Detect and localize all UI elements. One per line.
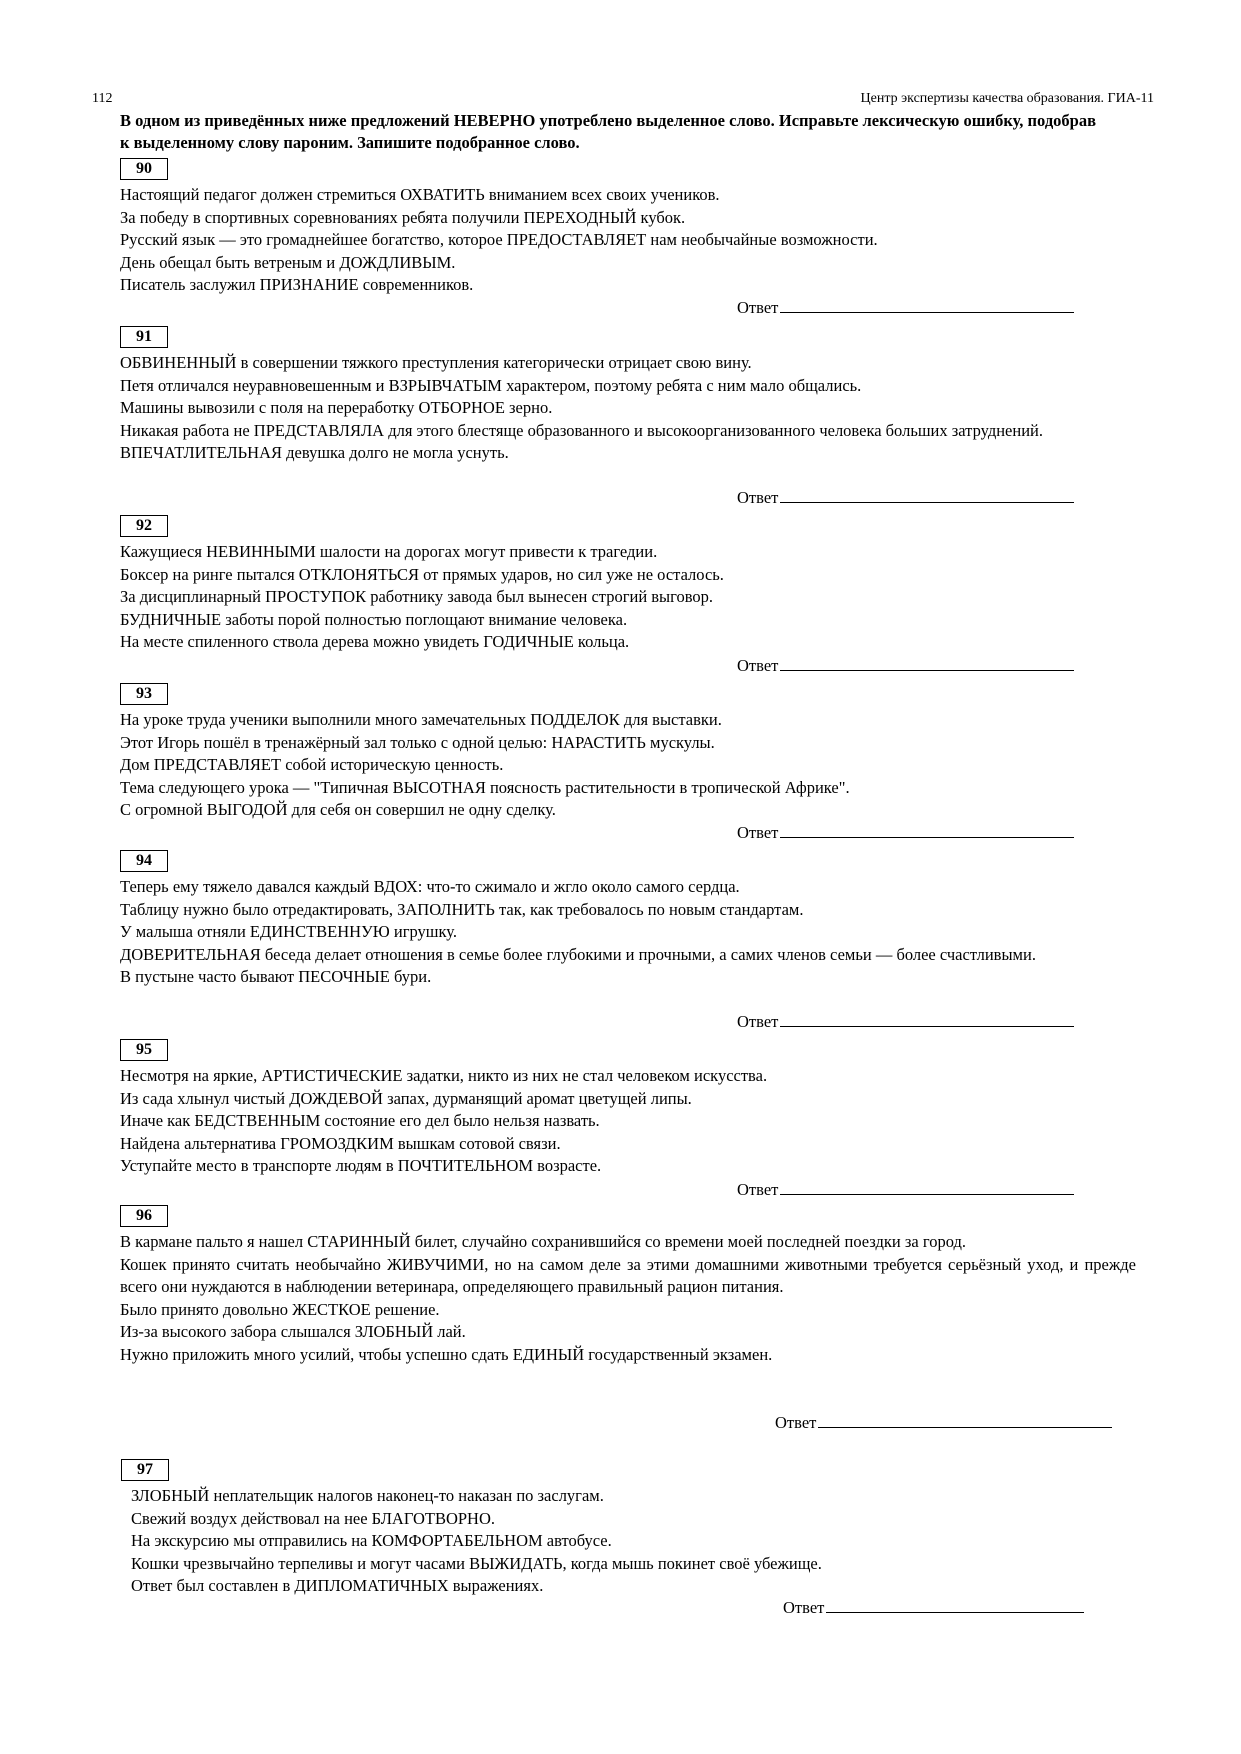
sentence: Кажущиеся НЕВИННЫМИ шалости на дорогах могут привести к трагедии.: [120, 542, 658, 561]
answer-line-93[interactable]: [737, 823, 1074, 843]
task-92: [120, 515, 1096, 654]
sentence: ОБВИНЕННЫЙ в совершении тяжкого преступления категорически отрицает свою вину.: [120, 353, 752, 372]
task-number: 95: [120, 1039, 168, 1061]
task-90: [120, 158, 1096, 297]
task-number: 91: [120, 326, 168, 348]
answer-line-90[interactable]: [737, 298, 1074, 318]
answer-label: Ответ: [737, 488, 779, 507]
answer-line-96[interactable]: [775, 1413, 1112, 1433]
sentence: Русский язык — это громаднейшее богатство, которое ПРЕДОСТАВЛЯЕТ нам необычайные возможности.: [120, 230, 878, 249]
task-94: [120, 850, 1096, 989]
sentence: Дом ПРЕДСТАВЛЯЕТ собой историческую ценность.: [120, 755, 504, 774]
sentence: Было принято довольно ЖЕСТКОЕ решение.: [120, 1299, 440, 1319]
answer-label: Ответ: [737, 1180, 779, 1199]
sentence: День обещал быть ветреным и ДОЖДЛИВЫМ.: [120, 252, 456, 272]
sentence: Из-за высокого забора слышался ЗЛОБНЫЙ лай.: [120, 1322, 466, 1341]
sentence: За победу в спортивных соревнованиях ребята получили ПЕРЕХОДНЫЙ кубок.: [120, 207, 686, 227]
sentence: С огромной ВЫГОДОЙ для себя он совершил не одну сделку.: [120, 800, 556, 819]
answer-field[interactable]: [780, 823, 1074, 838]
sentence: БУДНИЧНЫЕ заботы порой полностью поглощают внимание человека.: [120, 609, 628, 629]
task-91: [120, 326, 1096, 465]
sentence: Петя отличался неуравновешенным и ВЗРЫВЧАТЫМ характером, поэтому ребята с ним мало общались.: [120, 375, 862, 395]
task-95: [120, 1039, 1096, 1178]
sentence: Кошки чрезвычайно терпеливы и могут часами ВЫЖИДАТЬ, когда мышь покинет своё убежище.: [131, 1553, 822, 1573]
task-97: [121, 1459, 1097, 1598]
page-number: 112: [92, 91, 113, 106]
answer-label: Ответ: [737, 1012, 779, 1031]
answer-field[interactable]: [818, 1413, 1112, 1428]
sentence: Уступайте место в транспорте людям в ПОЧТИТЕЛЬНОМ возрасте.: [120, 1156, 602, 1175]
sentence: ЗЛОБНЫЙ неплательщик налогов наконец-то наказан по заслугам.: [131, 1486, 604, 1505]
answer-field[interactable]: [826, 1598, 1084, 1613]
sentence: За дисциплинарный ПРОСТУПОК работнику завода был вынесен строгий выговор.: [120, 587, 714, 606]
answer-line-95[interactable]: [737, 1180, 1074, 1200]
page-header: [92, 89, 1154, 109]
sentence: Таблицу нужно было отредактировать, ЗАПОЛНИТЬ так, как требовалось по новым стандартам.: [120, 899, 804, 919]
sentence: На месте спиленного ствола дерева можно увидеть ГОДИЧНЫЕ кольца.: [120, 632, 630, 651]
sentence: Писатель заслужил ПРИЗНАНИЕ современников.: [120, 275, 474, 294]
sentence: Теперь ему тяжело давался каждый ВДОХ: что-то сжимало и жгло около самого сердца.: [120, 877, 740, 896]
sentence: ВПЕЧАТЛИТЕЛЬНАЯ девушка долго не могла уснуть.: [120, 443, 509, 462]
task-number: 93: [120, 683, 168, 705]
answer-label: Ответ: [737, 656, 779, 675]
sentence: Свежий воздух действовал на нее БЛАГОТВОРНО.: [131, 1508, 496, 1528]
answer-field[interactable]: [780, 488, 1074, 503]
sentence: Найдена альтернатива ГРОМОЗДКИМ вышкам сотовой связи.: [120, 1133, 561, 1153]
answer-line-92[interactable]: [737, 656, 1074, 676]
sentence: На экскурсию мы отправились на КОМФОРТАБЕЛЬНОМ автобусе.: [131, 1531, 612, 1550]
answer-label: Ответ: [775, 1413, 817, 1432]
sentence: Из сада хлынул чистый ДОЖДЕВОЙ запах, дурманящий аромат цветущей липы.: [120, 1088, 692, 1108]
sentence: У малыша отняли ЕДИНСТВЕННУЮ игрушку.: [120, 922, 457, 941]
answer-field[interactable]: [780, 656, 1074, 671]
answer-label: Ответ: [737, 298, 779, 317]
task-number: 97: [121, 1459, 169, 1481]
sentence: Нужно приложить много усилий, чтобы успешно сдать ЕДИНЫЙ государственный экзамен.: [120, 1344, 773, 1364]
sentence: Несмотря на яркие, АРТИСТИЧЕСКИЕ задатки, никто из них не стал человеком искусства.: [120, 1066, 768, 1085]
task-96: [120, 1205, 1136, 1366]
answer-field[interactable]: [780, 1180, 1074, 1195]
sentence: Боксер на ринге пытался ОТКЛОНЯТЬСЯ от прямых ударов, но сил уже не осталось.: [120, 564, 724, 584]
task-number: 96: [120, 1205, 168, 1227]
sentence: Иначе как БЕДСТВЕННЫМ состояние его дел было нельзя назвать.: [120, 1111, 600, 1130]
sentence: В пустыне часто бывают ПЕСОЧНЫЕ бури.: [120, 967, 432, 986]
answer-label: Ответ: [783, 1598, 825, 1617]
task-number: 94: [120, 850, 168, 872]
task-93: [120, 683, 1096, 822]
answer-field[interactable]: [780, 298, 1074, 313]
sentence: Тема следующего урока — "Типичная ВЫСОТНАЯ поясность растительности в тропической Африке".: [120, 777, 850, 797]
task-instruction: В одном из приведённых ниже предложений НЕВЕРНО употреблено выделенное слово. Исправьте лексическую ошибку, подобрав к выделенному слову пароним. Запишите подобранное слово.: [120, 111, 1096, 152]
sentence: Настоящий педагог должен стремиться ОХВАТИТЬ вниманием всех своих учеников.: [120, 185, 720, 204]
answer-line-94[interactable]: [737, 1012, 1074, 1032]
answer-line-91[interactable]: [737, 488, 1074, 508]
sentence: ДОВЕРИТЕЛЬНАЯ беседа делает отношения в семье более глубокими и прочными, а самих членов семьи — более счастливыми.: [120, 944, 1036, 964]
sentence: Этот Игорь пошёл в тренажёрный зал только с одной целью: НАРАСТИТЬ мускулы.: [120, 732, 715, 752]
sentence: Никакая работа не ПРЕДСТАВЛЯЛА для этого блестяще образованного и высокоорганизованного человека больших затруднений.: [120, 420, 1043, 440]
answer-label: Ответ: [737, 823, 779, 842]
answer-field[interactable]: [780, 1012, 1074, 1027]
task-number: 92: [120, 515, 168, 537]
sentence: Ответ был составлен в ДИПЛОМАТИЧНЫХ выражениях.: [131, 1576, 544, 1595]
answer-line-97[interactable]: [783, 1598, 1084, 1618]
task-number: 90: [120, 158, 168, 180]
sentence: Кошек принято считать необычайно ЖИВУЧИМИ, но на самом деле за этими домашними животными требуется серьёзный уход, и прежде всего они нуждаются в наблюдении ветеринара, определяющего правильный рацион питания.: [120, 1254, 1136, 1296]
header-organization: Центр экспертизы качества образования. ГИА-11: [860, 91, 1154, 106]
sentence: На уроке труда ученики выполнили много замечательных ПОДДЕЛОК для выставки.: [120, 710, 722, 729]
sentence: Машины вывозили с поля на переработку ОТБОРНОЕ зерно.: [120, 398, 553, 417]
sentence: В кармане пальто я нашел СТАРИННЫЙ билет, случайно сохранившийся со времени моей последней поездки за город.: [120, 1232, 966, 1251]
